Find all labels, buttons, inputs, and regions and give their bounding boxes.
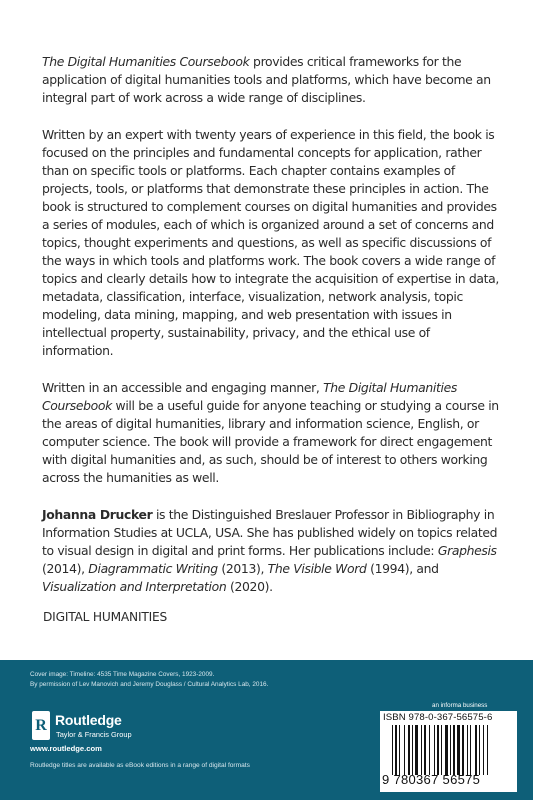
barcode-bar bbox=[475, 725, 477, 775]
barcode-bar bbox=[392, 725, 393, 775]
barcode-bar bbox=[445, 725, 448, 775]
barcode-bar bbox=[453, 725, 455, 775]
author-name: Johanna Drucker bbox=[42, 507, 153, 522]
informa-tagline: an informa business bbox=[432, 702, 488, 709]
barcode-bar bbox=[434, 725, 435, 775]
subject-category: DIGITAL HUMANITIES bbox=[43, 610, 168, 624]
barcode-bar bbox=[462, 725, 464, 775]
barcode-bar bbox=[450, 725, 451, 775]
cover-credit: Cover image: Timeline: 4535 Time Magazine Covers, 1923-2009. By permission of Lev Manovich and Jeremy Douglass / Cultural Analytics Lab, 2016. bbox=[30, 671, 269, 688]
barcode-bar bbox=[429, 725, 430, 775]
publisher-url: www.routledge.com bbox=[30, 744, 102, 753]
blurb-paragraph-2: Written by an expert with twenty years of experience in this field, the book is focused on the principles and fundamental concepts for application, rather than on specific tools or platforms. Each chapter contains examples of projects, tools, or platforms that demonstrate these principles in action. The book is structured to complement courses on digital humanities and provides a series of modules, each of which is organized around a set of concerns and topics, thought experiments and questions, as well as specific discussions of the ways in which tools and platforms work. The book covers a wide range of topics and clearly details how to integrate the acquisition of expertise in data, metadata, classification, interface, visualization, network analysis, topic modeling, data mining, mapping, and web presentation with issues in intellectual property, sustainability, privacy, and the ethical use of information. bbox=[42, 127, 499, 358]
barcode bbox=[380, 711, 517, 792]
barcode-bar bbox=[483, 725, 484, 775]
publisher-group: Taylor & Francis Group bbox=[56, 730, 132, 739]
ebook-note: Routledge titles are available as eBook editions in a range of digital formats bbox=[30, 762, 250, 769]
barcode-bar bbox=[415, 725, 418, 775]
publisher-band bbox=[0, 660, 533, 800]
barcode-digits: 9 780367 56575 bbox=[382, 772, 481, 787]
routledge-logo-icon: R bbox=[32, 711, 50, 740]
barcode-bar bbox=[399, 725, 400, 775]
publisher-name: Routledge bbox=[55, 712, 122, 728]
blurb-paragraph-3: Written in an accessible and engaging manner, The Digital Humanities Coursebook will be a useful guide for anyone teaching or studying a course in the areas of digital humanities, library and information science, English, or computer science. The book will provide a framework for direct engagement with digital humanities and, as such, should be of interest to others working across the humanities as well. bbox=[42, 380, 499, 485]
isbn: ISBN 978-0-367-56575-6 bbox=[383, 712, 493, 723]
author-bio: Johanna Drucker is the Distinguished Breslauer Professor in Bibliography in Information Studies at UCLA, USA. She has published widely on topics related to visual design in digital and print forms. Her publications include: Graphesis (2014), Diagrammatic Writing (2013), The Visible Word (1994), and Visualization and Interpretation (2020). bbox=[42, 507, 498, 594]
barcode-bar bbox=[457, 725, 460, 775]
barcode-bar bbox=[408, 725, 410, 775]
barcode-bars bbox=[391, 725, 513, 775]
book-title: The Digital Humanities Coursebook bbox=[42, 54, 250, 69]
barcode-bar bbox=[437, 725, 439, 775]
barcode-bar bbox=[487, 725, 488, 775]
barcode-bar bbox=[441, 725, 442, 775]
barcode-bar bbox=[412, 725, 413, 775]
barcode-bar bbox=[395, 725, 397, 775]
barcode-bar bbox=[479, 725, 480, 775]
blurb-paragraph-1: The Digital Humanities Coursebook provides critical frameworks for the application of digital humanities tools and platforms, which have become an integral part of work across a wide range of disciplines. bbox=[42, 54, 491, 105]
barcode-bar bbox=[470, 725, 471, 775]
barcode-bar bbox=[467, 725, 468, 775]
barcode-bar bbox=[404, 725, 405, 775]
barcode-bar bbox=[424, 725, 426, 775]
barcode-bar bbox=[421, 725, 422, 775]
book-title: The Digital Humanities Coursebook bbox=[42, 380, 457, 413]
blurb bbox=[42, 53, 504, 615]
